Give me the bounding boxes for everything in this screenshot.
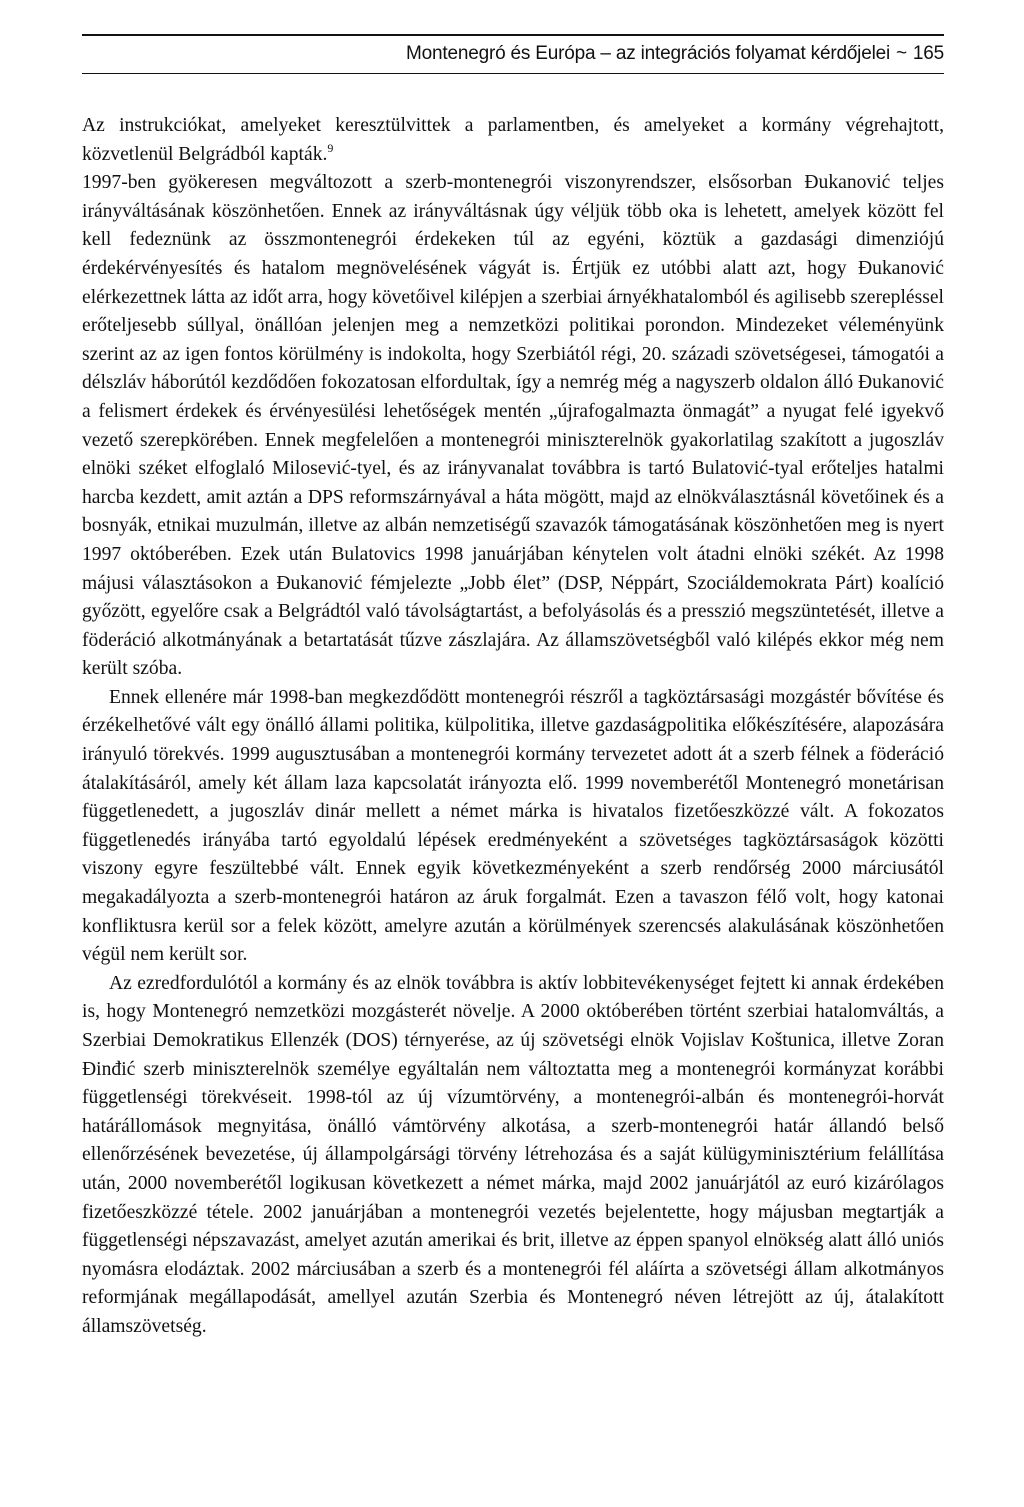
paragraph xyxy=(82,112,944,169)
running-header-title: Montenegró és Európa – az integrációs folyamat kérdőjelei xyxy=(406,43,890,64)
paragraph-text: Az instrukciókat, amelyeket keresztülvittek a parlamentben, és amelyeket a kormány végrehajtott, közvetlenül Belgrádból kapták. xyxy=(82,115,944,165)
paragraph: Ennek ellenére már 1998-ban megkezdődött montenegrói részről a tagköztársasági mozgástér bővítése és érzékelhetővé vált egy önálló állami politika, külpolitika, illetve gazdaságpolitika előkészítésére, alapozására irányuló törekvés. 1999 augusztusában a montenegrói kormány tervezetet adott át a szerb félnek a föderáció átalakításáról, amely két állam laza kapcsolatát irányozta elő. 1999 novemberétől Montenegró monetárisan függetlenedett, a jugoszláv dinár mellett a német márka is hivatalos fizetőeszközzé vált. A fokozatos függetlenedés irányába tartó egyoldalú lépések eredményeként a szövetséges tagköztársaságok közötti viszony egyre feszültebbé vált. Ennek egyik következményeként a szerb rendőrség 2000 márciusától megakadályozta a szerb-montenegrói határon az áruk forgalmát. Ezen a tavaszon félő volt, hogy katonai konfliktusra kerül sor a felek között, amelyre azután a körülmények szerencsés alakulásának köszönhetően végül nem került sor. xyxy=(82,686,944,966)
paragraph: Az ezredfordulótól a kormány és az elnök továbbra is aktív lobbitevékenységet fejtett ki annak érdekében is, hogy Montenegró nemzetközi mozgásterét növelje. A 2000 októberében történt szerbiai hatalomváltás, a Szerbiai Demokratikus Ellenzék (DOS) térnyerése, az új szövetségi elnök Vojislav Koštunica, illetve Zoran Đinđić szerb miniszterelnök személye egyáltalán nem változtatta meg a montenegrói kormányzat korábbi függetlenségi törekvéseit. 1998-tól az új vízumtörvény, a montenegrói-albán és montenegrói-horvát határállomások megnyitása, önálló vámtörvény alkotása, a szerb-montenegrói határ állandó belső ellenőrzésének bevezetése, új állampolgársági törvény létrehozása és a saját külügyminisztérium felállítása után, 2000 novemberétől logikusan következett a német márka, majd 2002 januárjától az euró kizárólagos fizetőeszközzé tétele. 2002 januárjában a montenegrói vezetés bejelentette, hogy májusban megtartják a függetlenségi népszavazást, amelyet azután amerikai és brit, illetve az éppen spanyol elnökség alatt álló uniós nyomásra elodáztak. 2002 márciusában a szerb és a montenegrói fél aláírta a szövetségi állam alkotmányos reformjának megállapodását, amellyel azután Szerbia és Montenegró néven létrejött az új, átalakított államszövetség. xyxy=(82,972,944,1337)
footnote-marker: 9 xyxy=(327,140,334,155)
paragraph: 1997-ben gyökeresen megváltozott a szerb-montenegrói viszonyrendszer, elsősorban Đukanović teljes irányváltásának köszönhetően. Ennek az irányváltásnak úgy véljük több oka is lehetett, amelyek között fel kell fedeznünk az összmontenegrói érdekeken túl az egyéni, köztük a gazdasági dimenziójú érdekérvényesítés és hatalom megnövelésének vágyát is. Értjük ez utóbbi alatt azt, hogy Đukanović elérkezettnek látta az időt arra, hogy követőivel kilépjen a szerbiai árnyékhatalomból és agilisebb szerepléssel erőteljesebb súllyal, önállóan jelenjen meg a nemzetközi politikai porondon. Mindezeket véleményünk szerint az az igen fontos körülmény is indokolta, hogy Szerbiától régi, 20. századi szövetségesei, támogatói a délszláv háborútól kezdődően fokozatosan elfordultak, így a nemrég még a nagyszerb oldalon álló Đukanović a felismert érdekek és érvényesülési lehetőségek mentén „újrafogalmazta önmagát” a nyugat felé igyekvő vezető szerepkörében. Ennek megfelelően a montenegrói miniszterelnök gyakorlatilag szakított a jugoszláv elnöki széket elfoglaló Milosević-tyel, és az irányvanalat továbbra is tartó Bulatović-tyal erőteljes hatalmi harcba kezdett, amit aztán a DPS reformszárnyával a háta mögött, majd az elnökválasztásnál követőinek és a bosnyák, etnikai muzulmán, illetve az albán nemzetiségű szavazók támogatásának köszönhetően meg is nyert 1997 októberében. Ezek után Bulatovics 1998 januárjában kénytelen volt átadni elnöki székét. Az 1998 májusi választásokon a Đukanović fémjelezte „Jobb élet” (DSP, Néppárt, Szociáldemokrata Párt) koalíció győzött, egyelőre csak a Belgrádtól való távolságtartást, a befolyásolás és a presszió megszüntetését, illetve a föderáció alkotmányának a betartatását tűzve zászlajára. Az államszövetségből való kilépés ekkor még nem került szóba. xyxy=(82,172,944,680)
page-number: 165 xyxy=(912,43,944,64)
running-header xyxy=(82,34,944,74)
body-text xyxy=(82,112,944,1342)
running-header-separator: ~ xyxy=(895,43,907,64)
